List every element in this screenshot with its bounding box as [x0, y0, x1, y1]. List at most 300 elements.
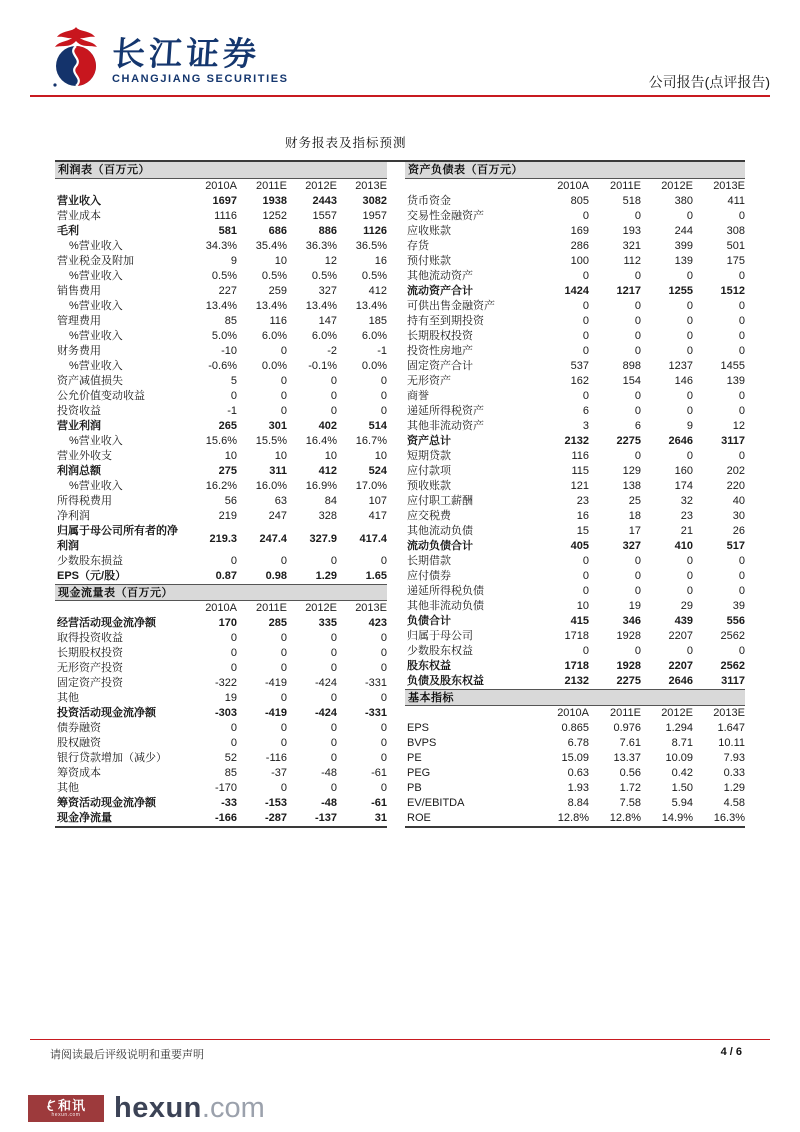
cell-value: 0 — [738, 645, 745, 657]
column-header: 2013E — [713, 707, 745, 719]
cell-value: 501 — [726, 240, 745, 252]
cell-value: 0 — [686, 585, 693, 597]
footer-disclaimer: 请阅读最后评级说明和重要声明 — [50, 1049, 204, 1061]
cell-value: 0 — [582, 210, 589, 222]
cell-value: 32 — [680, 495, 693, 507]
table-row — [55, 449, 387, 464]
row-label: 取得投资收益 — [57, 632, 123, 644]
cell-value: 898 — [622, 360, 641, 372]
cell-value: 0.5% — [361, 270, 387, 282]
cell-value: 0 — [330, 722, 337, 734]
cell-value: 0 — [634, 405, 641, 417]
row-label: EPS — [407, 722, 430, 734]
cell-value: 514 — [368, 420, 387, 432]
cell-value: 412 — [368, 285, 387, 297]
table-header-row — [405, 706, 745, 721]
table-row — [55, 691, 387, 706]
cell-value: 3 — [582, 420, 589, 432]
table-row — [405, 464, 745, 479]
table-row — [55, 389, 387, 404]
row-label: 负债合计 — [407, 615, 451, 627]
table-row — [405, 751, 745, 766]
row-label: 流动资产合计 — [407, 285, 473, 297]
cell-value: 10 — [274, 450, 287, 462]
cell-value: 170 — [218, 617, 237, 629]
cell-value: 2132 — [564, 675, 589, 687]
table-row — [405, 434, 745, 449]
row-label: 负债及股东权益 — [407, 675, 484, 687]
cell-value: 327 — [318, 285, 337, 297]
table-row — [55, 569, 387, 584]
cell-value: 0 — [582, 270, 589, 282]
row-label: 固定资产投资 — [57, 677, 123, 689]
changjiang-brand-mark-icon — [48, 26, 104, 88]
cell-value: 0.5% — [211, 270, 237, 282]
cell-value: 12.8% — [557, 812, 589, 824]
row-label: 递延所得税资产 — [407, 405, 484, 417]
cell-value: 0 — [330, 662, 337, 674]
cell-value: 2562 — [720, 630, 745, 642]
cell-value: 405 — [570, 540, 589, 552]
row-label: 少数股东权益 — [407, 645, 473, 657]
table-row — [55, 676, 387, 691]
column-header: 2012E — [305, 180, 337, 192]
table-row — [405, 554, 745, 569]
row-label: 资产减值损失 — [57, 375, 123, 387]
table-row — [405, 374, 745, 389]
cell-value: 0 — [380, 662, 387, 674]
cell-value: 16.4% — [305, 435, 337, 447]
column-header: 2012E — [305, 602, 337, 614]
table-row — [55, 661, 387, 676]
cell-value: 686 — [268, 225, 287, 237]
cell-value: 0 — [634, 390, 641, 402]
basic-metrics-table — [405, 689, 745, 826]
cell-value: 16.3% — [713, 812, 745, 824]
cell-value: 0 — [380, 632, 387, 644]
cell-value: -0.6% — [208, 360, 237, 372]
cell-value: 5 — [230, 375, 237, 387]
column-header: 2011E — [256, 602, 287, 614]
cell-value: 115 — [571, 465, 589, 477]
table-row — [55, 314, 387, 329]
table-section-title: 现金流量表（百万元） — [55, 584, 387, 601]
table-header-row — [405, 179, 745, 194]
cell-value: 1252 — [262, 210, 287, 222]
cell-value: 16 — [374, 255, 387, 267]
cell-value: 0 — [582, 645, 589, 657]
cell-value: 0 — [330, 390, 337, 402]
cell-value: 7.58 — [619, 797, 641, 809]
cell-value: 2275 — [616, 675, 641, 687]
cell-value: 19 — [628, 600, 641, 612]
cell-value: 0 — [686, 270, 693, 282]
cell-value: 518 — [622, 195, 641, 207]
cell-value: 121 — [570, 480, 589, 492]
cell-value: 517 — [726, 540, 745, 552]
table-row — [405, 419, 745, 434]
cell-value: 10 — [576, 600, 589, 612]
row-label: 应收账款 — [407, 225, 451, 237]
cell-value: 85 — [224, 767, 237, 779]
cell-value: 0 — [738, 210, 745, 222]
table-row — [405, 569, 745, 584]
cell-value: 0 — [686, 300, 693, 312]
column-header: 2010A — [557, 707, 589, 719]
brand-name-cn: 长江证券 — [110, 37, 262, 73]
table-row — [405, 479, 745, 494]
row-label: %营业收入 — [69, 300, 123, 312]
table-row — [55, 299, 387, 314]
cell-value: -424 — [314, 707, 337, 719]
table-section-title: 资产负债表（百万元） — [405, 162, 745, 179]
cell-value: 2646 — [668, 435, 693, 447]
row-label: 应交税费 — [407, 510, 451, 522]
hexun-wordmark-gray: .com — [201, 1092, 265, 1124]
cell-value: 0 — [330, 752, 337, 764]
cell-value: 16.2% — [205, 480, 237, 492]
table-row — [405, 449, 745, 464]
cell-value: 9 — [686, 420, 693, 432]
cell-value: -61 — [371, 767, 387, 779]
row-label: 长期借款 — [407, 555, 451, 567]
cell-value: 805 — [570, 195, 589, 207]
income-statement-table — [55, 162, 387, 584]
table-row — [405, 224, 745, 239]
cell-value: 0 — [280, 390, 287, 402]
cell-value: 0 — [686, 450, 693, 462]
row-label: 无形资产投资 — [57, 662, 123, 674]
cell-value: 219.3 — [209, 532, 237, 545]
cell-value: 146 — [674, 375, 693, 387]
table-row — [405, 254, 745, 269]
cell-value: 0.865 — [561, 722, 589, 734]
cell-value: 116 — [269, 315, 287, 327]
cell-value: 1217 — [616, 285, 641, 297]
row-label: EV/EBITDA — [407, 797, 465, 809]
hexun-wordmark-bold: hexun — [114, 1092, 202, 1124]
row-label: 营业外收支 — [57, 450, 112, 462]
column-header: 2012E — [661, 707, 693, 719]
table-row — [405, 524, 745, 539]
cell-value: 1126 — [363, 225, 387, 237]
cell-value: 244 — [674, 225, 693, 237]
cell-value: -419 — [264, 707, 287, 719]
column-header: 2010A — [205, 602, 237, 614]
cell-value: 21 — [680, 525, 693, 537]
cell-value: 0.33 — [723, 767, 745, 779]
table-row — [55, 706, 387, 721]
row-label: 其他非流动资产 — [407, 420, 484, 432]
row-label: 长期股权投资 — [57, 647, 123, 659]
cell-value: -1 — [377, 345, 387, 357]
cell-value: -61 — [371, 797, 387, 809]
cell-value: 1718 — [564, 630, 589, 642]
cell-value: 0 — [634, 210, 641, 222]
cell-value: 15.6% — [205, 435, 237, 447]
table-row — [405, 239, 745, 254]
cell-value: 0 — [280, 632, 287, 644]
cell-value: 1938 — [262, 195, 287, 207]
table-row — [55, 194, 387, 209]
cell-value: 410 — [674, 540, 693, 552]
cell-value: 17 — [628, 525, 641, 537]
cell-value: 10.09 — [665, 752, 693, 764]
cell-value: 10 — [274, 255, 287, 267]
cell-value: 10 — [324, 450, 337, 462]
cell-value: -2 — [327, 345, 337, 357]
cell-value: 7.93 — [723, 752, 745, 764]
row-label: 筹资成本 — [57, 767, 101, 779]
cell-value: 40 — [732, 495, 745, 507]
cell-value: 265 — [218, 420, 237, 432]
row-label: %营业收入 — [69, 330, 123, 342]
cell-value: 0 — [280, 722, 287, 734]
hexun-rooster-icon — [46, 1099, 56, 1112]
cell-value: 0.56 — [619, 767, 641, 779]
table-row — [405, 599, 745, 614]
row-label: 应付职工薪酬 — [407, 495, 473, 507]
cell-value: 129 — [622, 465, 641, 477]
cell-value: 7.61 — [619, 737, 641, 749]
cell-value: 12 — [732, 420, 745, 432]
cell-value: 0 — [330, 555, 337, 567]
cell-value: 0 — [330, 647, 337, 659]
cell-value: 0 — [738, 390, 745, 402]
cell-value: 107 — [368, 495, 387, 507]
table-row — [55, 284, 387, 299]
row-label: 现金净流量 — [57, 812, 112, 824]
cell-value: -287 — [264, 812, 287, 824]
cell-value: 0 — [280, 662, 287, 674]
table-row — [55, 374, 387, 389]
table-row — [405, 359, 745, 374]
table-row — [55, 239, 387, 254]
cell-value: 0 — [582, 585, 589, 597]
cell-value: 346 — [622, 615, 641, 627]
cell-value: 116 — [571, 450, 589, 462]
row-label: %营业收入 — [69, 360, 123, 372]
cell-value: 35.4% — [255, 240, 287, 252]
changjiang-logo — [48, 26, 289, 88]
cell-value: 581 — [218, 225, 237, 237]
table-row — [405, 644, 745, 659]
row-label: 营业收入 — [57, 195, 101, 207]
cell-value: 16.0% — [255, 480, 287, 492]
cell-value: 5.0% — [211, 330, 237, 342]
cell-value: 56 — [224, 495, 237, 507]
cell-value: 524 — [368, 465, 387, 477]
table-row — [405, 766, 745, 781]
row-label: 毛利 — [57, 225, 79, 237]
cell-value: 3117 — [721, 675, 745, 687]
cell-value: 13.4% — [205, 300, 237, 312]
cell-value: 1.93 — [567, 782, 589, 794]
cell-value: -1 — [227, 405, 237, 417]
table-row — [55, 554, 387, 569]
cell-value: 1237 — [668, 360, 693, 372]
row-label: ROE — [407, 812, 431, 824]
cell-value: 6.78 — [567, 737, 589, 749]
right-table-column — [405, 162, 745, 828]
cell-value: 0 — [738, 330, 745, 342]
cell-value: 8.84 — [567, 797, 589, 809]
cell-value: 301 — [268, 420, 287, 432]
table-row — [55, 224, 387, 239]
cell-value: -37 — [271, 767, 287, 779]
table-row — [55, 766, 387, 781]
table-row — [405, 736, 745, 751]
cell-value: 0.63 — [567, 767, 589, 779]
row-label: 固定资产合计 — [407, 360, 473, 372]
cell-value: 12.8% — [609, 812, 641, 824]
cell-value: 8.71 — [671, 737, 693, 749]
cell-value: 0 — [634, 300, 641, 312]
cell-value: 13.4% — [355, 300, 387, 312]
table-row — [55, 781, 387, 796]
cell-value: 0 — [738, 300, 745, 312]
cell-value: 0 — [380, 722, 387, 734]
cell-value: -419 — [264, 677, 287, 689]
row-label: 应付债券 — [407, 570, 451, 582]
row-label: 财务费用 — [57, 345, 101, 357]
cell-value: 4.58 — [723, 797, 745, 809]
cell-value: 26 — [732, 525, 745, 537]
cell-value: 2132 — [564, 435, 589, 447]
cell-value: 0 — [634, 345, 641, 357]
cell-value: 417.4 — [359, 532, 387, 545]
cell-value: 13.4% — [305, 300, 337, 312]
cell-value: 1697 — [212, 195, 237, 207]
cell-value: 13.37 — [613, 752, 641, 764]
cell-value: 0 — [738, 345, 745, 357]
cell-value: 10.11 — [718, 737, 745, 749]
cell-value: 0 — [738, 570, 745, 582]
cell-value: 0 — [280, 782, 287, 794]
cell-value: 147 — [318, 315, 337, 327]
footer-divider — [30, 1039, 770, 1040]
row-label: 经营活动现金流净额 — [57, 617, 156, 629]
cell-value: 328 — [318, 510, 337, 522]
report-type-label: 公司报告(点评报告) — [648, 74, 770, 90]
cell-value: 0 — [380, 692, 387, 704]
cell-value: 30 — [732, 510, 745, 522]
cell-value: 34.3% — [205, 240, 237, 252]
table-row — [405, 796, 745, 811]
cell-value: 16.7% — [355, 435, 387, 447]
cell-value: 13.4% — [255, 300, 287, 312]
cell-value: 0 — [330, 782, 337, 794]
cell-value: 1.72 — [619, 782, 641, 794]
cell-value: 0.5% — [261, 270, 287, 282]
row-label: 销售费用 — [57, 285, 101, 297]
row-label: 利润总额 — [57, 465, 101, 477]
cell-value: 0 — [230, 390, 237, 402]
cell-value: 0 — [634, 315, 641, 327]
row-label: 其他流动负债 — [407, 525, 473, 537]
cell-value: 0.976 — [613, 722, 641, 734]
cell-value: 39 — [732, 600, 745, 612]
row-label: 投资性房地产 — [407, 345, 473, 357]
brand-text — [112, 26, 289, 85]
cell-value: 0 — [280, 405, 287, 417]
row-label: 预收账款 — [407, 480, 451, 492]
row-label: 预付账款 — [407, 255, 451, 267]
hexun-badge-text: 和讯 — [57, 1098, 86, 1113]
cell-value: 0 — [380, 737, 387, 749]
table-row — [405, 781, 745, 796]
cell-value: 2275 — [616, 435, 641, 447]
column-header: 2011E — [610, 180, 641, 192]
cell-value: 23 — [576, 495, 589, 507]
table-row — [55, 811, 387, 826]
cell-value: 0 — [634, 330, 641, 342]
table-row — [55, 631, 387, 646]
cell-value: 23 — [680, 510, 693, 522]
cell-value: 15 — [576, 525, 589, 537]
table-row — [55, 509, 387, 524]
cell-value: 0 — [686, 405, 693, 417]
row-label: PEG — [407, 767, 431, 779]
cell-value: 0 — [330, 692, 337, 704]
cell-value: -166 — [214, 812, 237, 824]
cell-value: 6 — [582, 405, 589, 417]
cell-value: 556 — [726, 615, 745, 627]
cell-value: 220 — [726, 480, 745, 492]
cell-value: 0 — [582, 315, 589, 327]
cell-value: 0 — [280, 375, 287, 387]
cell-value: 1.65 — [365, 570, 387, 582]
table-row — [55, 419, 387, 434]
cell-value: 321 — [622, 240, 641, 252]
page-title: 财务报表及指标预测 — [285, 136, 407, 150]
table-row — [405, 674, 745, 689]
table-row — [55, 751, 387, 766]
cell-value: 0 — [738, 405, 745, 417]
table-row — [405, 404, 745, 419]
cell-value: -10 — [221, 345, 237, 357]
cell-value: 175 — [726, 255, 745, 267]
table-row — [55, 329, 387, 344]
cell-value: 3082 — [362, 195, 387, 207]
table-row — [405, 614, 745, 629]
cell-value: 0 — [380, 405, 387, 417]
cell-value: 36.3% — [305, 240, 337, 252]
cell-value: 2207 — [668, 630, 693, 642]
cell-value: -170 — [214, 782, 237, 794]
table-section-title: 基本指标 — [405, 689, 745, 706]
cell-value: 139 — [674, 255, 693, 267]
cell-value: 0 — [634, 645, 641, 657]
row-label: 可供出售金融资产 — [407, 300, 495, 312]
row-label: 归属于母公司所有者的净利润 — [57, 525, 178, 552]
row-label: 筹资活动现金流净额 — [57, 797, 156, 809]
cell-value: 0 — [330, 737, 337, 749]
cell-value: 15.09 — [561, 752, 589, 764]
table-row — [405, 494, 745, 509]
table-row — [405, 389, 745, 404]
cell-value: -331 — [364, 707, 387, 719]
row-label: 其他 — [57, 782, 79, 794]
row-label: 应付款项 — [407, 465, 451, 477]
cell-value: 6.0% — [261, 330, 287, 342]
table-row — [55, 254, 387, 269]
cell-value: 0 — [686, 570, 693, 582]
row-label: 债券融资 — [57, 722, 101, 734]
table-row — [55, 404, 387, 419]
table-row — [405, 314, 745, 329]
cell-value: 0 — [330, 375, 337, 387]
